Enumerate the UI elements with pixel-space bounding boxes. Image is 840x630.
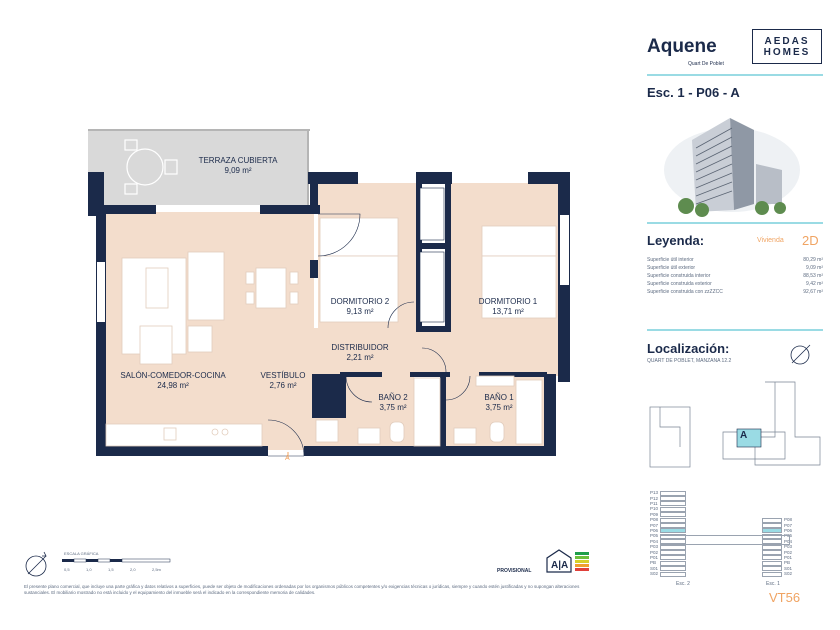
toilet-icon — [390, 422, 404, 442]
floor-cell — [762, 561, 782, 566]
entry-label: A — [285, 455, 290, 462]
legend-row — [647, 281, 823, 287]
scale-tick: 0,5 — [64, 567, 70, 572]
legend-row-label: Superficie construida interior — [647, 273, 711, 279]
legend-row-value: 9,09 m² — [806, 265, 823, 271]
floor-label: S02 — [784, 571, 793, 577]
floor-label: P04 — [784, 538, 793, 544]
floor-cell — [660, 512, 686, 517]
legend-row-label: Superficie útil exterior — [647, 265, 696, 271]
floor-label: P05 — [650, 533, 659, 539]
floor-label: P06 — [650, 527, 659, 533]
floor-label: PB — [784, 560, 791, 566]
room-name: DISTRIBUIDOR — [331, 343, 389, 352]
info-panel — [640, 25, 830, 625]
floor-label: P09 — [650, 511, 659, 517]
location-subtitle: QUART DE POBLET, MANZANA 12.2 — [647, 358, 732, 364]
dining-table-icon — [256, 268, 286, 308]
legend-row-label: Superficie construida con zzZZCC — [647, 289, 723, 295]
room-area: 2,76 m² — [269, 381, 297, 390]
bed-1-icon — [482, 226, 556, 256]
floor-label: S01 — [784, 565, 793, 571]
room-name: BAÑO 2 — [378, 393, 408, 402]
legend-row — [647, 257, 823, 263]
room-name: SALÓN-COMEDOR-COCINA — [120, 371, 226, 380]
room-label-distribuidor — [322, 343, 398, 363]
floor-cell — [762, 572, 782, 577]
room-name: TERRAZA CUBIERTA — [198, 156, 278, 165]
floor-label: P03 — [784, 544, 793, 550]
floor-label: P10 — [650, 506, 659, 512]
legend-row-value: 9,42 m² — [806, 281, 823, 287]
legend-row — [647, 289, 823, 295]
room-area: 3,75 m² — [379, 403, 407, 412]
floor-cell — [762, 566, 782, 571]
block-label: A — [740, 430, 748, 441]
floor-cell — [660, 501, 686, 506]
room-label-terraza — [190, 156, 286, 176]
divider — [647, 74, 823, 76]
floor-cell — [660, 507, 686, 512]
floor-cell — [762, 545, 782, 550]
floor-label: P07 — [650, 522, 659, 528]
floor-label: P04 — [650, 538, 659, 544]
legend-title: Leyenda: — [647, 233, 705, 248]
floor-cell — [660, 491, 686, 496]
floor-label: P02 — [650, 549, 659, 555]
scale-title: ESCALA GRÁFICA — [64, 551, 99, 556]
floor-cell — [660, 555, 686, 560]
esc-right-label: Esc. 1 — [766, 581, 780, 587]
unit-code: Esc. 1 - P06 - A — [647, 85, 740, 100]
floor-cell — [660, 566, 686, 571]
sheet-code: VT56 — [769, 590, 801, 605]
room-name: DORMITORIO 2 — [330, 297, 390, 306]
floor-label: P05 — [784, 533, 793, 539]
energy-rating: A|A — [551, 560, 569, 571]
floor-cell — [762, 523, 782, 528]
legend-row — [647, 265, 823, 271]
room-label-bano1 — [474, 393, 524, 413]
floor-cell — [660, 572, 686, 577]
armchair-icon — [188, 252, 224, 320]
esc-left-label: Esc. 2 — [676, 581, 690, 587]
floor-cell — [660, 528, 686, 533]
room-area: 3,75 m² — [485, 403, 513, 412]
provisional-label: PROVISIONAL — [497, 568, 532, 574]
floor-cell — [660, 523, 686, 528]
room-label-salon — [120, 371, 226, 391]
floor-label: P03 — [650, 544, 659, 550]
floor-cell — [762, 550, 782, 555]
room-name: VESTÍBULO — [260, 371, 306, 380]
logo-line-1: AEDAS — [764, 36, 810, 47]
floor-label: P06 — [784, 527, 793, 533]
scale-tick: 1,0 — [86, 567, 92, 572]
disclaimer-text: El presente plano comercial, que incluye una parte gráfica y datos relativos a superficies, puede ser objeto de modificaciones ordenadas por los organismos públicos competentes y/o exigencias técnicas o jurídicas, siempre y cuando estén justificadas y no supongan alteraciones sustanciales. El mobiliario mostrado no está incluido y el equipamiento del inmueble será el indicado en la correspondiente memoria de calidades. — [24, 584, 580, 595]
legend-row-value: 80,29 m² — [803, 257, 823, 263]
divider — [647, 222, 823, 224]
floor-cell — [660, 496, 686, 501]
room-name: DORMITORIO 1 — [478, 297, 538, 306]
floor-label: P07 — [784, 522, 793, 528]
room-area: 9,13 m² — [346, 307, 374, 316]
floor-cell — [762, 528, 782, 533]
room-label-dorm2 — [322, 297, 398, 317]
room-label-dorm1 — [470, 297, 546, 317]
scale-tick: 1,5 — [108, 567, 114, 572]
floor-cell — [660, 550, 686, 555]
location-title: Localización: — [647, 341, 730, 356]
floor-label: S02 — [650, 571, 659, 577]
compass-icon — [26, 552, 46, 576]
room-area: 2,21 m² — [346, 353, 374, 362]
floor-label: PB — [650, 560, 657, 566]
floor-cell — [660, 561, 686, 566]
floor-label: P01 — [784, 554, 793, 560]
unit-type-label: Vivienda — [757, 237, 784, 244]
project-location: Quart De Poblet — [688, 61, 724, 67]
floor-label: P12 — [650, 495, 659, 501]
divider — [647, 329, 823, 331]
floor-cell — [762, 518, 782, 523]
site-map — [645, 377, 825, 472]
room-area: 9,09 m² — [224, 166, 252, 175]
floor-label: S01 — [650, 565, 659, 571]
brand-logo — [752, 29, 822, 64]
room-label-vestibulo — [250, 371, 316, 391]
floor-label: P13 — [650, 490, 659, 496]
floor-cell — [660, 518, 686, 523]
room-label-bano2 — [368, 393, 418, 413]
kitchen-counter-icon — [106, 424, 262, 446]
scale-tick: 2,0 — [130, 567, 136, 572]
floor-label: P08 — [784, 517, 793, 523]
floor-label: P11 — [650, 500, 658, 506]
unit-type-value: 2D — [802, 233, 819, 248]
project-name: Aquene — [647, 36, 717, 57]
legend-row-label: Superficie construida exterior — [647, 281, 712, 287]
scale-bar — [62, 559, 170, 562]
floor-label: P08 — [650, 517, 659, 523]
scale-tick: 2,5m — [152, 567, 161, 572]
floor-cell — [762, 555, 782, 560]
floor-cell — [660, 545, 686, 550]
room-name: BAÑO 1 — [484, 393, 514, 402]
floor-label: P02 — [784, 549, 793, 555]
legend-row-label: Superficie útil interior — [647, 257, 694, 263]
compass-icon — [786, 341, 814, 369]
legend-row-value: 88,53 m² — [803, 273, 823, 279]
room-area: 13,71 m² — [492, 307, 524, 316]
legend-row-value: 92,67 m² — [803, 289, 823, 295]
legend-row — [647, 273, 823, 279]
room-area: 24,98 m² — [157, 381, 189, 390]
building-render-image — [662, 100, 812, 220]
logo-line-2: HOMES — [763, 47, 811, 58]
floor-label: P01 — [650, 554, 659, 560]
